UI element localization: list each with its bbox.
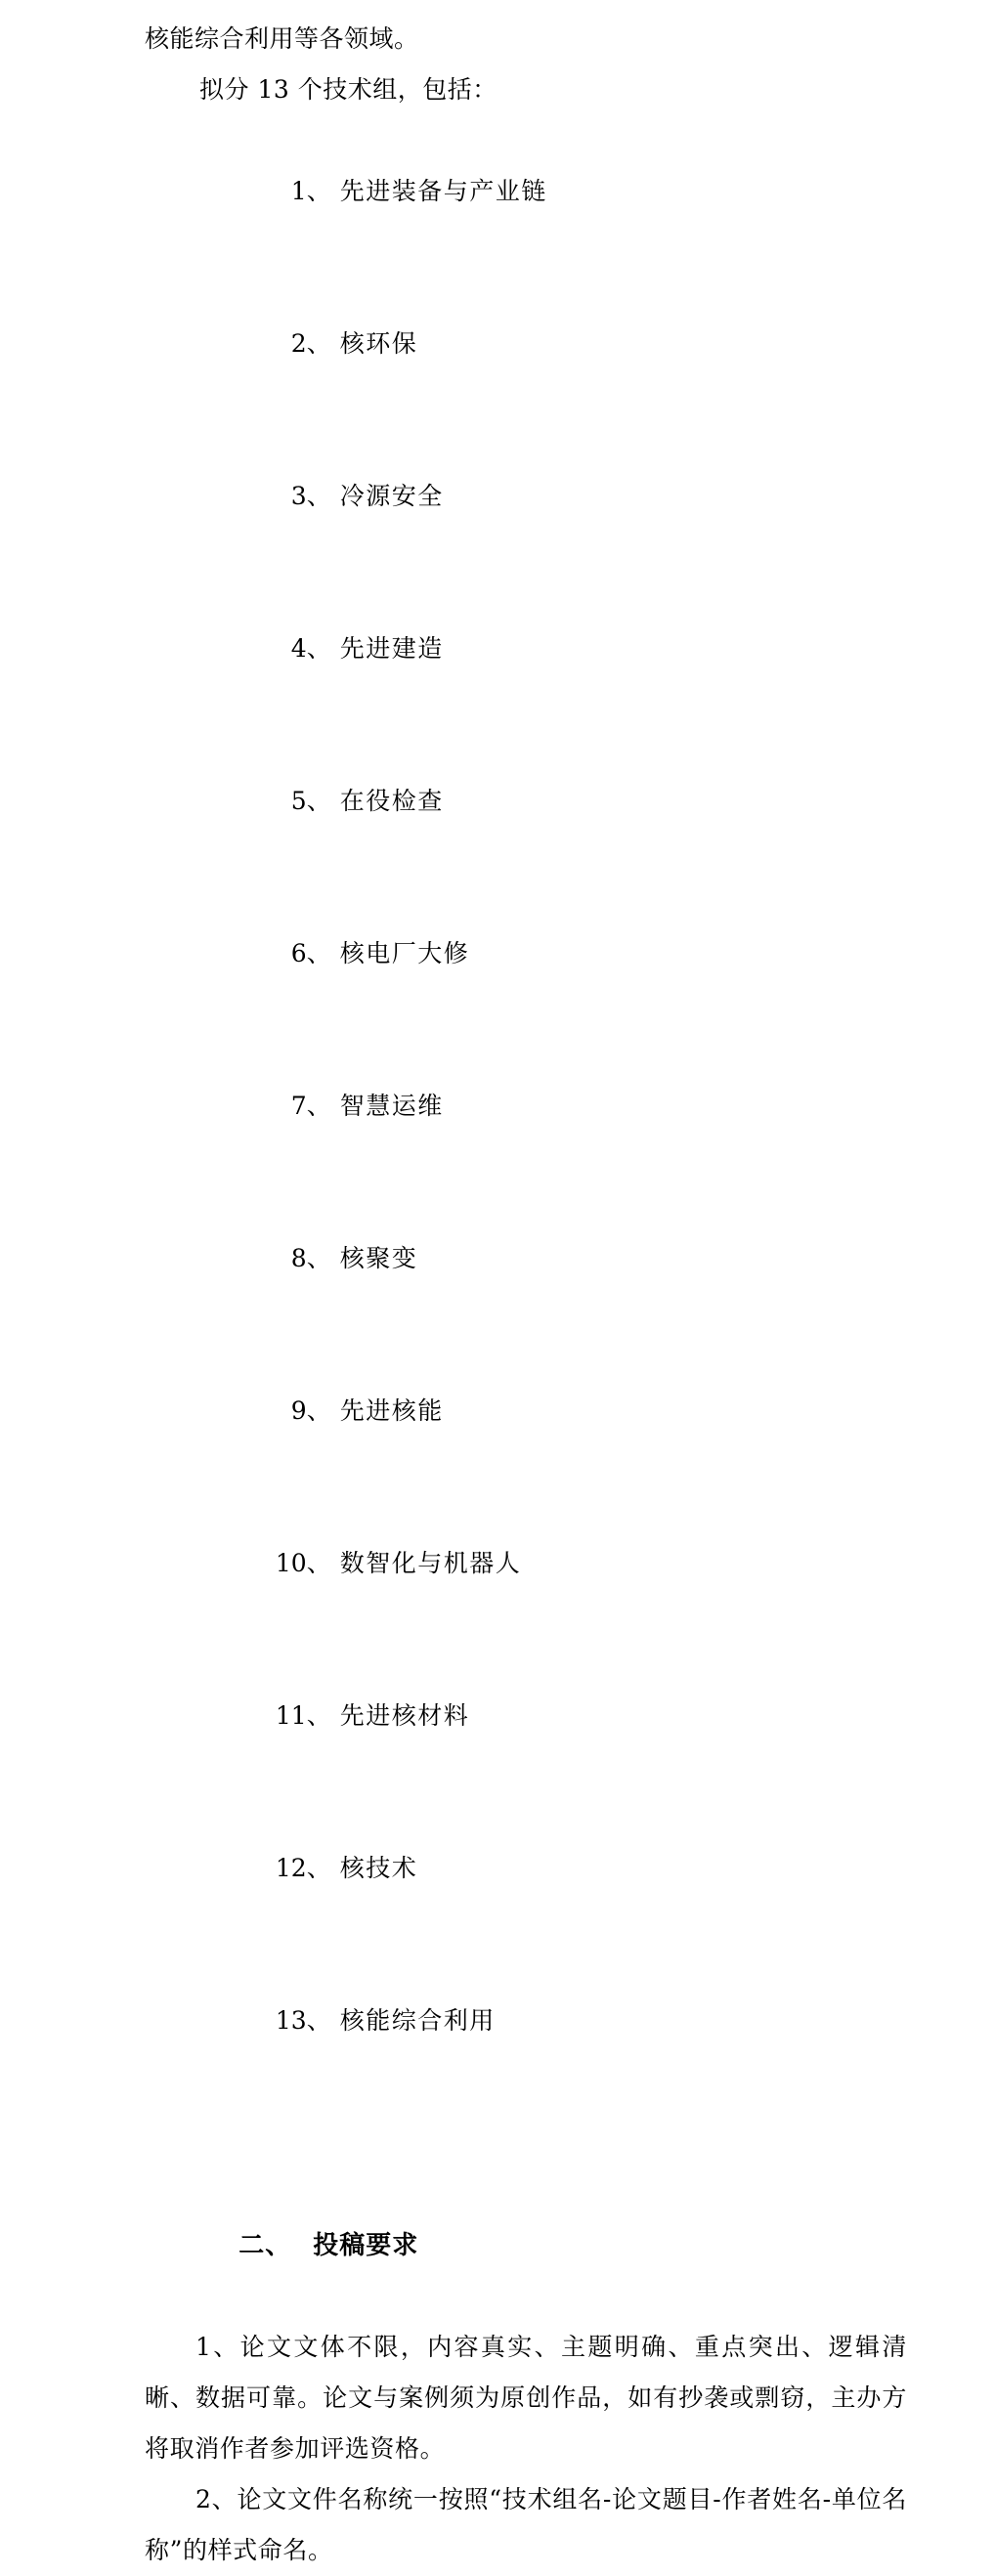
- list-item-separator: 、: [306, 482, 331, 510]
- list-item: [145, 1792, 907, 1945]
- list-item-separator: 、: [306, 1549, 331, 1577]
- list-item-number: 11: [275, 1701, 307, 1730]
- list-item-label: 先进核材料: [339, 1701, 470, 1730]
- list-item-number: 10: [275, 1549, 307, 1577]
- section-title: 投稿要求: [313, 2231, 419, 2260]
- list-item-label: 核技术: [339, 1854, 418, 1882]
- opening-line: 核能综合利用等各领域。: [145, 24, 419, 53]
- list-item-separator: 、: [306, 1092, 331, 1120]
- section-heading: [145, 2169, 907, 2322]
- list-item: [145, 268, 907, 420]
- list-item-separator: 、: [306, 787, 331, 815]
- section-number: 二、: [238, 2231, 292, 2260]
- list-item-separator: 、: [306, 2006, 331, 2035]
- list-item-separator: 、: [306, 939, 331, 967]
- list-item-number: 8: [290, 1244, 307, 1272]
- list-item-number: 1: [290, 177, 307, 205]
- list-item-separator: 、: [306, 634, 331, 663]
- list-item-label: 核电厂大修: [339, 939, 470, 967]
- list-item: [145, 1335, 907, 1487]
- list-item-separator: 、: [306, 1854, 331, 1882]
- list-item: [145, 420, 907, 573]
- list-item: [145, 878, 907, 1030]
- list-item-number: 2: [290, 329, 307, 358]
- list-item: [145, 1945, 907, 2097]
- list-item-label: 先进建造: [339, 634, 444, 663]
- list-item-label: 核环保: [339, 329, 418, 358]
- list-item-label: 在役检查: [339, 787, 444, 815]
- list-item: [145, 1182, 907, 1335]
- list-item-number: 9: [290, 1396, 307, 1425]
- list-item-label: 先进装备与产业链: [339, 177, 547, 205]
- list-item: [145, 1640, 907, 1792]
- tech-group-list: [145, 115, 907, 2097]
- list-item-label: 核能综合利用: [339, 2006, 496, 2035]
- list-item: [145, 115, 907, 268]
- list-item-number: 7: [290, 1092, 307, 1120]
- list-item-number: 12: [275, 1854, 307, 1882]
- section-spacer: [145, 2097, 907, 2169]
- list-item-separator: 、: [306, 1701, 331, 1730]
- list-item: [145, 725, 907, 878]
- list-item-number: 3: [290, 482, 307, 510]
- list-item-separator: 、: [306, 1396, 331, 1425]
- list-item-label: 核聚变: [339, 1244, 418, 1272]
- requirement-paragraph-2: 2、论文文件名称统一按照“技术组名-论文题目-作者姓名-单位名称”的样式命名。: [145, 2485, 907, 2564]
- list-item-number: 4: [290, 634, 307, 663]
- requirement-paragraph-1: 1、论文文体不限，内容真实、主题明确、重点突出、逻辑清晰、数据可靠。论文与案例须为原创作品，如有抄袭或剽窃，主办方将取消作者参加评选资格。: [145, 2333, 907, 2463]
- list-item-separator: 、: [306, 177, 331, 205]
- list-item-label: 智慧运维: [339, 1092, 444, 1120]
- list-item-number: 13: [275, 2006, 307, 2035]
- list-item-separator: 、: [306, 1244, 331, 1272]
- list-item-number: 6: [290, 939, 307, 967]
- list-item-label: 冷源安全: [339, 482, 444, 510]
- list-item-separator: 、: [306, 329, 331, 358]
- list-item: [145, 1030, 907, 1182]
- list-intro: 拟分 13 个技术组，包括：: [199, 75, 498, 104]
- list-item: [145, 1487, 907, 1640]
- list-item: [145, 573, 907, 725]
- list-item-number: 5: [290, 787, 307, 815]
- list-item-label: 数智化与机器人: [339, 1549, 522, 1577]
- list-item-label: 先进核能: [339, 1396, 444, 1425]
